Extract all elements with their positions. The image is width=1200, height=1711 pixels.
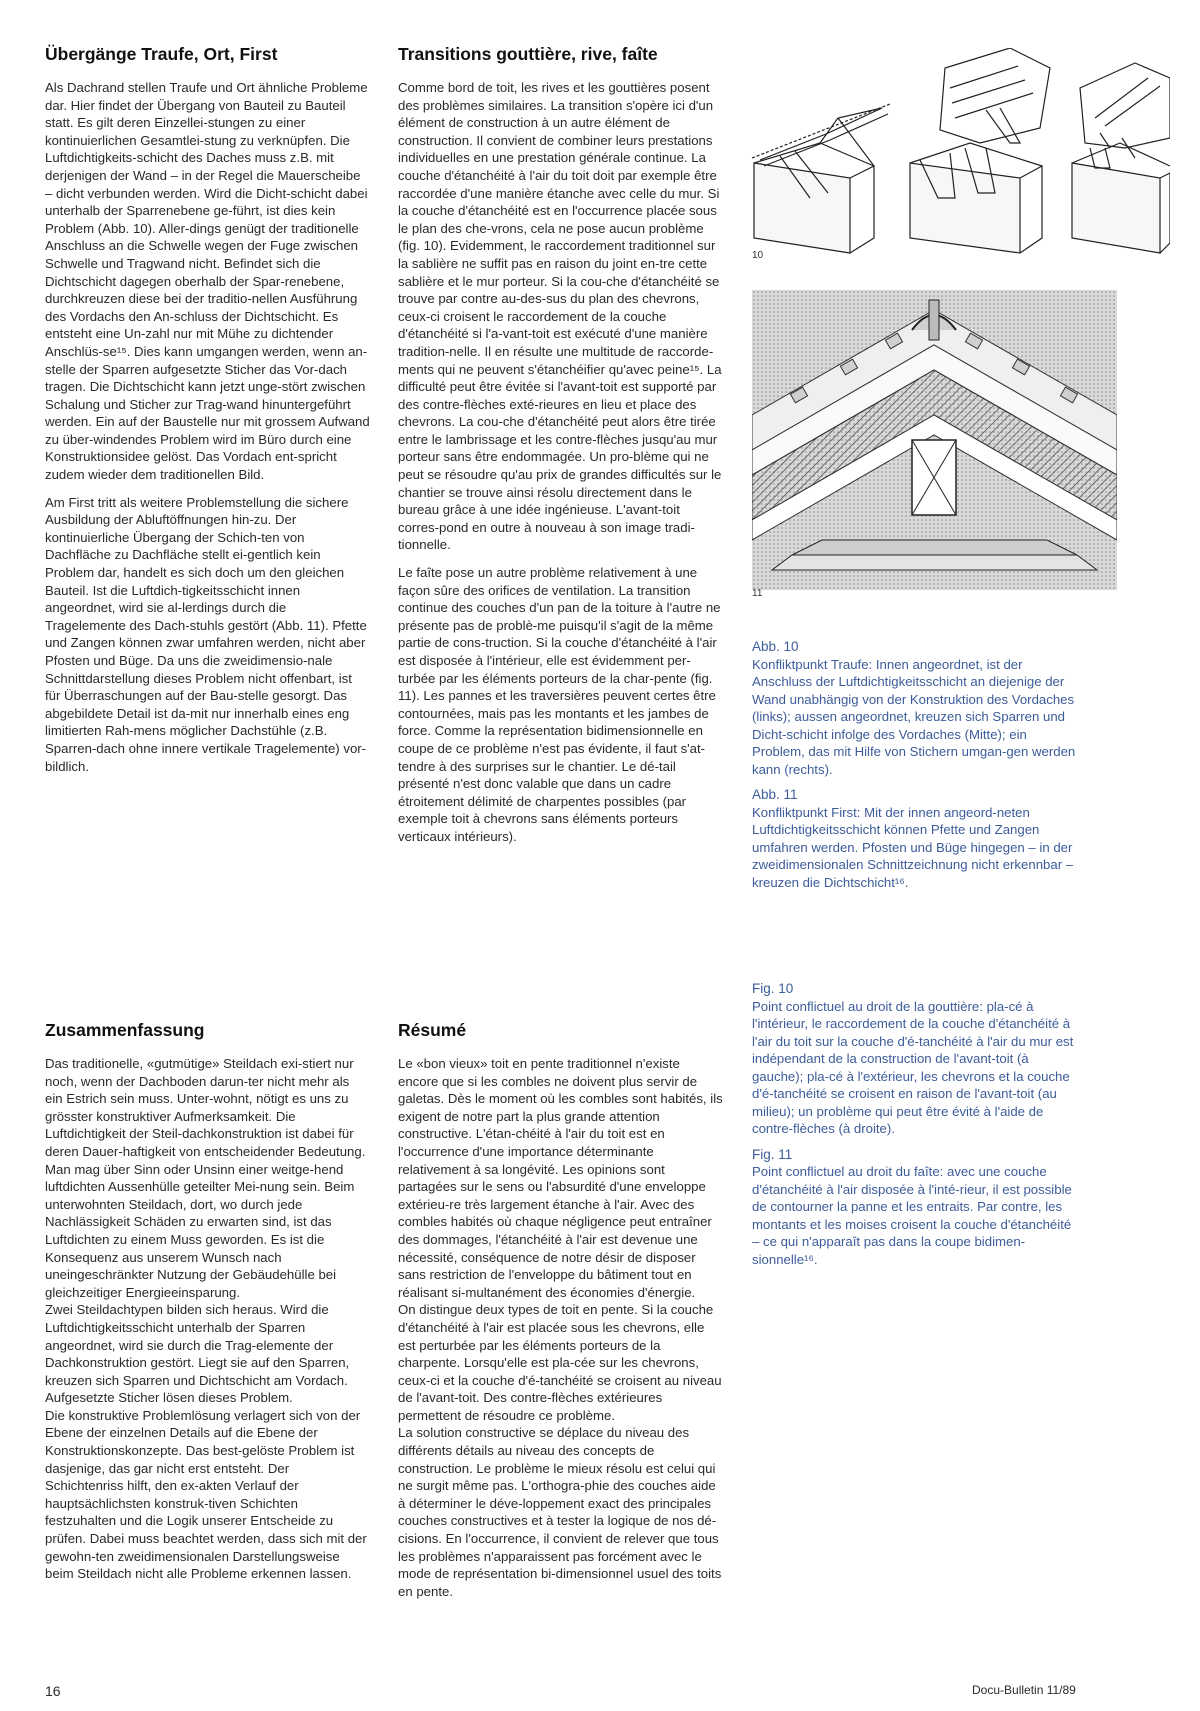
french-summary-column	[398, 1020, 723, 1610]
german-paragraph-ridge: Am First tritt als weitere Problemstellung die sichere Ausbildung der Abluftöffnungen hin-zu. Der kontinuierliche Übergang der Schich-ten von Dachfläche zu Dachfläche stellt ei-gentlich kein Problem dar, handelt es sich doch um den gleichen Bauteil. Ist die Luftdich-tigkeitsschicht innen angeordnet, wird sie al-lerdings durch die Tragelemente des Dach-stuhls gestört (Abb. 11). Pfette und Zangen können zwar umfahren werden, nicht aber Pfosten und Büge. Da uns die zweidimensio-nale Schnittdarstellung dieses Problem nicht offenbart, ist für Überraschungen auf der Bau-stelle gesorgt. Das abgebildete Detail ist da-mit nur innerhalb eines eng limitierten Rah-mens möglicher Dachstühle (z.B. Sparren-dach ohne innere vertikale Tragelemente) vor-bildlich.	[45, 494, 367, 774]
caption-text-abb-11: Konfliktpunkt First: Mit der innen angeord-neten Luftdichtigkeitsschicht können Pfette und Zangen umfahren werden. Pfosten und Büge hingegen – in der zweidimensionalen Schnittzeichnung nicht erkennbar – kreuzen die Dichtschicht¹⁶.	[752, 804, 1074, 890]
publication-name: Docu-Bulletin 11/89	[972, 1683, 1076, 1697]
german-summary-column	[45, 1020, 370, 1593]
german-captions	[752, 638, 1082, 899]
page-number: 16	[45, 1683, 61, 1699]
french-paragraph-eaves: Comme bord de toit, les rives et les gouttières posent des problèmes similaires. La transition s'opère ici d'un élément de construction à un autre élément de construction. Il convient de combiner leurs prestations individuelles en une prestation générale continue. La couche d'étanchéité à l'air du toit doit par exemple être raccordée d'une manière étanche avec celle du mur. Si la couche d'étanchéité est en l'occurrence placée sous le plan des che-vrons, cela ne pose aucun problème (fig. 10). Evidemment, le raccordement traditionnel sur la sablière ne suffit pas en raison du joint en-tre cette sablière et le mur porteur. Si la cou-che d'étanchéité se trouve par contre au-des-sus du plan des chevrons, ceux-ci croisent le raccordement de la couche d'étanchéité si l'a-vant-toit est exécuté d'une manière tradition-nelle. Il en résulte une multitude de raccorde-ments qui ne peuvent s'étanchéifier qu'avec peine¹⁵. La difficulté peut être évitée si l'avant-toit est supporté par des contre-flèches exté-rieures en lieu et place des chevrons. La cou-che d'étanchéité peut alors être tirée entre le lambrissage et les contre-flèches jusqu'au mur porteur sans être endommagée. Un pro-blème qui ne peut se résoudre qu'au prix de grandes difficultés sur le chantier se trouve ainsi résolu directement dans le bureau grâce à une idée ingénieuse. L'avant-toit corres-pond en outre à nouveau à son image tradi-tionnelle.	[398, 80, 722, 553]
figure-10-number: 10	[752, 250, 764, 261]
caption-label-fig-10: Fig. 10	[752, 981, 794, 996]
german-section-title-transitions: Übergänge Traufe, Ort, First	[45, 44, 278, 64]
french-summary-text: Le «bon vieux» toit en pente traditionnel n'existe encore que si les combles ne doivent plus servir de galetas. Dès le moment où les combles sont habités, ils exigent de notre part la plus grande attention constructive. L'étan-chéité à l'air du toit est en l'occurrence d'une importance déterminante relativement à sa longévité. Les opinions sont partagées sur le sens ou l'absurdité d'une enveloppe extérieu-re très largement étanche à l'air. Avec des combles habités où chaque négligence peut entraîner des dommages, l'étanchéité à l'air est devenue une nécessité, conséquence de notre désir de disposer sans restriction de l'enveloppe du bâtiment tout en réalisant si-multanément des économies d'énergie. On distingue deux types de toit en pente. Si la couche d'étanchéité à l'air est placée sous les chevrons, elle est perturbée par les éléments porteurs de la charpente. Lorsqu'elle est pla-cée sur les chevrons, ceux-ci et la couche d'é-tanchéité se croisent au niveau de l'avant-toit. Des contre-flèches extérieures permettent de résoudre ce problème. La solution constructive se déplace du niveau des différents détails au niveau des concepts de construction. Le problème le mieux résolu est celui qui ne surgit même pas. L'orthogra-phie des couches aide à déterminer le déve-loppement exact des principales couches constructives et à tester la logique de nos dé-cisions. En l'occurrence, il convient de relever que tous les problèmes n'apparaissent pas forcément avec le mode de représentation bi-dimensionnel usuel des toits en pente.	[398, 1056, 723, 1599]
caption-label-abb-10: Abb. 10	[752, 639, 799, 654]
french-section-title-transitions: Transitions gouttière, rive, faîte	[398, 44, 658, 64]
german-summary-text: Das traditionelle, «gutmütige» Steildach exi-stiert nur noch, wenn der Dachboden darun-ter nicht mehr als ein Estrich sein muss. Unter-wohnt, nötigt es uns zu grösster konstruktiver Aufmerksamkeit. Die Luftdichtigkeit der Steil-dachkonstruktion ist dabei für deren Dauer-haftigkeit von entscheidender Bedeutung. Man mag über Sinn oder Unsinn einer weitge-hend luftdichten Aussenhülle geteilter Mei-nung sein. Beim unterwohnten Steildach, dort, wo durch jede Nachlässigkeit Schäden zu erwarten sind, ist das Luftdichten zu einem Muss geworden. Es ist die Konsequenz aus unserem Wunsch nach uneingeschränkter Nutzung der Gebäudehülle bei gleichzeitiger Energieeinsparung. Zwei Steildachtypen bilden sich heraus. Wird die Luftdichtigkeitsschicht unterhalb der Sparren angeordnet, wird sie durch die Trag-elemente der Dachkonstruktion gestört. Liegt sie auf den Sparren, kreuzen sich Sparren und Dichtschicht am Vordach. Aufgesetzte Sticher lösen dieses Problem. Die konstruktive Problemlösung verlagert sich von der Ebene der einzelnen Details auf die Ebene der Konstruktionskonzepte. Das best-gelöste Problem ist dasjenige, das gar nicht erst entsteht. Der Schichtenriss hilft, den ex-akten Verlauf der hauptsächlichsten konstruk-tiven Schichten festzuhalten und die Logik unserer Entscheide zu prüfen. Dabei muss beachtet werden, dass sich mit der gewohn-ten zweidimensionalen Darstellungsweise beim Steildach nicht alle Probleme erkennen lassen.	[45, 1056, 367, 1582]
figure-10-eaves-sketches	[750, 48, 1170, 258]
french-paragraph-ridge: Le faîte pose un autre problème relativement à une façon sûre des orifices de ventilation. La transition continue des couches d'un pan de la toiture à l'autre ne présente pas de problè-me puisqu'il s'agit de la même partie de cons-truction. Si la couche d'étanchéité à l'air est disposée à l'intérieur, elle est évidemment per-turbée par les éléments porteurs de la char-pente (fig. 11). Les pannes et les traversières peuvent certes être contournées, mais pas les montants et les jambes de force. Comme la représentation bidimensionnelle en coupe de ce problème n'est pas évidente, il faut s'at-tendre à des surprises sur le chantier. Le dé-tail présenté n'est donc valable que dans un cadre étroitement délimité de charpentes possibles (par exemple toit à chevrons sans éléments porteurs verticaux intérieurs).	[398, 565, 721, 844]
caption-label-abb-11: Abb. 11	[752, 787, 798, 802]
french-captions	[752, 980, 1082, 1276]
figure-11-ridge-section	[752, 290, 1117, 590]
caption-text-fig-11: Point conflictuel au droit du faîte: avec une couche d'étanchéité à l'air disposée à l'inté-rieur, il est possible de contourner la panne et les entraits. Par contre, les montants et les moises croisent la couche d'étanchéité – ce qui n'apparaît pas dans la coupe bidimen-sionnelle¹⁶.	[752, 1164, 1072, 1267]
french-column	[398, 44, 723, 856]
german-paragraph-eaves: Als Dachrand stellen Traufe und Ort ähnliche Probleme dar. Hier findet der Übergang von Bauteil zu Bauteil statt. Es gilt deren Einzellei-stungen zu einer kontinuierlichen Gesamtlei-stung zu verknüpfen. Die Luftdichtigkeits-schicht des Daches muss z.B. mit derjenigen der Wand – in der Regel die Mauerscheibe – dicht verbunden werden. Wird die Dicht-schicht dabei unterhalb der Sparrenebene ge-führt, ist dies kein Problem (Abb. 10). Aller-dings genügt der traditionelle Anschluss an die Schwelle wegen der Fuge zwischen Schwelle und Tragwand nicht. Befindet sich die Dichtschicht dagegen oberhalb der Spar-renebene, durchkreuzen diese bei der traditio-nellen Ausführung des Vordachs den An-schluss der Dichtschicht. Es entsteht eine Un-zahl nur mit Mühe zu dichtender Anschlüs-se¹⁵. Dies kann umgangen werden, wenn an-stelle der Sparren aufgesetzte Sticher das Vor-dach tragen. Die Dichtschicht kann jetzt unge-stört zwischen Schalung und Sticher zur Trag-wand hinuntergeführt werden. Ein auf der Baustelle nur mit grossem Aufwand zu über-windendes Problem wird im Büro durch eine Konstruktionsidee gelöst. Das Vordach ent-spricht zudem wieder dem traditionellen Bild.	[45, 80, 370, 483]
french-summary-title: Résumé	[398, 1020, 467, 1040]
caption-text-abb-10: Konfliktpunkt Traufe: Innen angeordnet, ist der Anschluss der Luftdichtigkeitsschicht an diejenige der Wand unabhängig von der Konstruktion des Vordaches (links); aussen angeordnet, kreuzen sich Sparren und Dicht-schicht infolge des Vordaches (Mitte); ein Problem, das mit Hilfe von Stichern umgan-gen werden kann (rechts).	[752, 656, 1076, 777]
caption-text-fig-10: Point conflictuel au droit de la gouttière: pla-cé à l'intérieur, le raccordement de la couche d'étanchéité à l'air du toit sur la couche d'é-tanchéité à l'air du mur est indépendant de la construction de l'avant-toit (à gauche); pla-cé à l'extérieur, les chevrons et la couche d'é-tanchéité se croisent en raison de l'avant-toit (au milieu); un problème qui peut être évité à l'aide de contre-flèches (à droite).	[752, 998, 1074, 1136]
german-column	[45, 44, 370, 785]
figure-11-number: 11	[752, 588, 763, 599]
german-summary-title: Zusammenfassung	[45, 1020, 205, 1040]
caption-label-fig-11: Fig. 11	[752, 1146, 793, 1162]
